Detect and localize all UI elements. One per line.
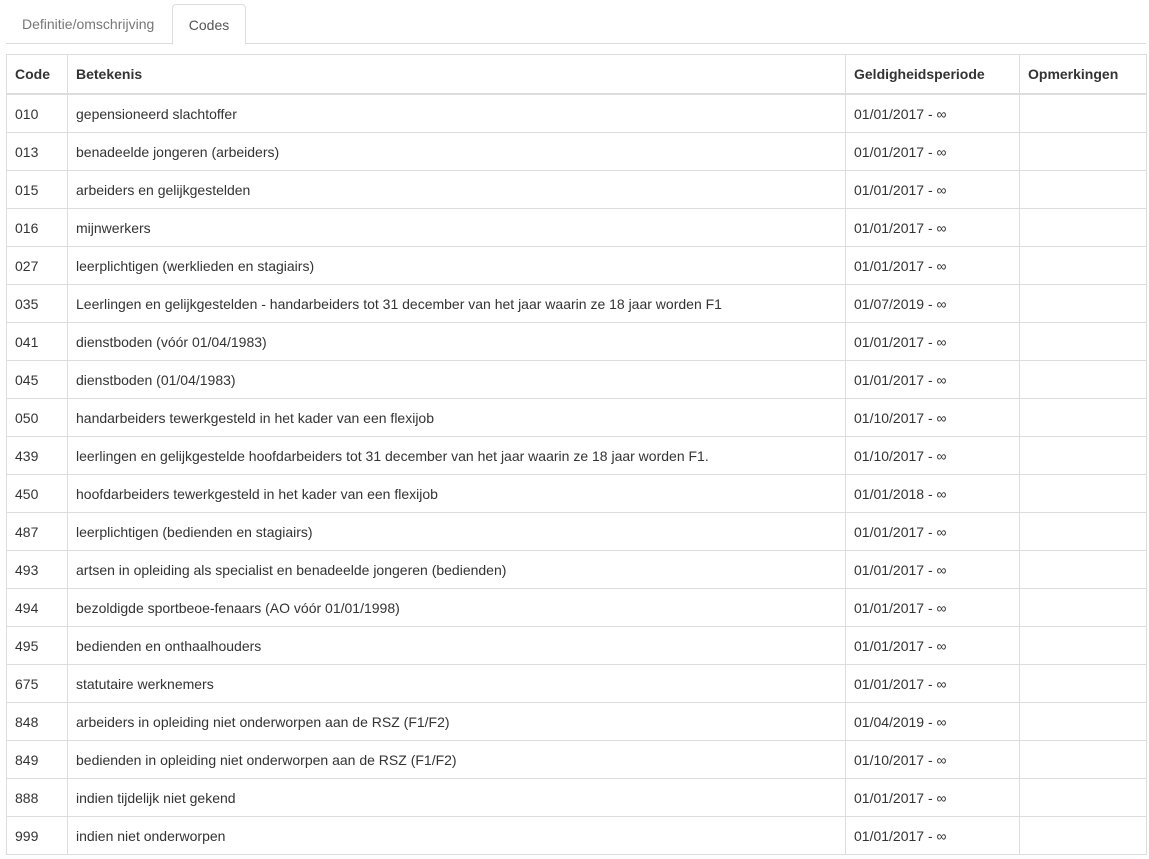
cell-betekenis: dienstboden (01/04/1983): [68, 361, 846, 399]
cell-geldigheidsperiode: 01/01/2017 - ∞: [846, 247, 1020, 285]
cell-opmerkingen: [1020, 171, 1147, 209]
table-row: [7, 247, 1147, 285]
cell-code: 041: [7, 323, 68, 361]
cell-betekenis: indien niet onderworpen: [68, 817, 846, 855]
cell-betekenis: hoofdarbeiders tewerkgesteld in het kader van een flexijob: [68, 475, 846, 513]
cell-geldigheidsperiode: 01/01/2017 - ∞: [846, 513, 1020, 551]
cell-code: 888: [7, 779, 68, 817]
cell-betekenis: bedienden en onthaalhouders: [68, 627, 846, 665]
table-row: [7, 437, 1147, 475]
cell-code: 487: [7, 513, 68, 551]
cell-opmerkingen: [1020, 133, 1147, 171]
header-geldigheidsperiode: Geldigheidsperiode: [846, 55, 1020, 95]
cell-betekenis: gepensioneerd slachtoffer: [68, 94, 846, 133]
cell-geldigheidsperiode: 01/10/2017 - ∞: [846, 741, 1020, 779]
header-opmerkingen: Opmerkingen: [1020, 55, 1147, 95]
table-header-row: [7, 55, 1147, 95]
cell-opmerkingen: [1020, 779, 1147, 817]
cell-code: 010: [7, 94, 68, 133]
cell-geldigheidsperiode: 01/04/2019 - ∞: [846, 703, 1020, 741]
cell-geldigheidsperiode: 01/01/2017 - ∞: [846, 94, 1020, 133]
codes-table: [6, 54, 1147, 855]
cell-geldigheidsperiode: 01/10/2017 - ∞: [846, 437, 1020, 475]
cell-opmerkingen: [1020, 627, 1147, 665]
cell-opmerkingen: [1020, 323, 1147, 361]
cell-geldigheidsperiode: 01/01/2017 - ∞: [846, 323, 1020, 361]
cell-betekenis: arbeiders in opleiding niet onderworpen aan de RSZ (F1/F2): [68, 703, 846, 741]
cell-code: 999: [7, 817, 68, 855]
cell-geldigheidsperiode: 01/10/2017 - ∞: [846, 399, 1020, 437]
cell-betekenis: leerlingen en gelijkgestelde hoofdarbeiders tot 31 december van het jaar waarin ze 18 jaar worden F1.: [68, 437, 846, 475]
table-row: [7, 285, 1147, 323]
cell-code: 027: [7, 247, 68, 285]
tab-bar: [6, 4, 1146, 44]
cell-code: 495: [7, 627, 68, 665]
table-row: [7, 627, 1147, 665]
table-row: [7, 133, 1147, 171]
cell-opmerkingen: [1020, 513, 1147, 551]
cell-opmerkingen: [1020, 475, 1147, 513]
cell-betekenis: dienstboden (vóór 01/04/1983): [68, 323, 846, 361]
cell-betekenis: bedienden in opleiding niet onderworpen aan de RSZ (F1/F2): [68, 741, 846, 779]
table-row: [7, 551, 1147, 589]
cell-betekenis: indien tijdelijk niet gekend: [68, 779, 846, 817]
cell-code: 439: [7, 437, 68, 475]
table-row: [7, 209, 1147, 247]
cell-code: 013: [7, 133, 68, 171]
cell-geldigheidsperiode: 01/01/2018 - ∞: [846, 475, 1020, 513]
table-row: [7, 94, 1147, 133]
cell-betekenis: leerplichtigen (bedienden en stagiairs): [68, 513, 846, 551]
table-row: [7, 399, 1147, 437]
cell-opmerkingen: [1020, 247, 1147, 285]
cell-opmerkingen: [1020, 437, 1147, 475]
table-row: [7, 513, 1147, 551]
cell-geldigheidsperiode: 01/01/2017 - ∞: [846, 665, 1020, 703]
cell-geldigheidsperiode: 01/07/2019 - ∞: [846, 285, 1020, 323]
table-body: [7, 94, 1147, 855]
cell-betekenis: statutaire werknemers: [68, 665, 846, 703]
cell-opmerkingen: [1020, 817, 1147, 855]
table-row: [7, 703, 1147, 741]
cell-opmerkingen: [1020, 399, 1147, 437]
cell-opmerkingen: [1020, 741, 1147, 779]
cell-betekenis: Leerlingen en gelijkgestelden - handarbeiders tot 31 december van het jaar waarin ze 18 jaar worden F1: [68, 285, 846, 323]
cell-geldigheidsperiode: 01/01/2017 - ∞: [846, 589, 1020, 627]
cell-geldigheidsperiode: 01/01/2017 - ∞: [846, 171, 1020, 209]
cell-code: 045: [7, 361, 68, 399]
cell-code: 493: [7, 551, 68, 589]
header-betekenis: Betekenis: [68, 55, 846, 95]
cell-opmerkingen: [1020, 589, 1147, 627]
cell-code: 050: [7, 399, 68, 437]
cell-geldigheidsperiode: 01/01/2017 - ∞: [846, 551, 1020, 589]
cell-code: 494: [7, 589, 68, 627]
cell-betekenis: benadeelde jongeren (arbeiders): [68, 133, 846, 171]
cell-geldigheidsperiode: 01/01/2017 - ∞: [846, 779, 1020, 817]
cell-code: 849: [7, 741, 68, 779]
cell-opmerkingen: [1020, 665, 1147, 703]
cell-opmerkingen: [1020, 285, 1147, 323]
cell-betekenis: leerplichtigen (werklieden en stagiairs): [68, 247, 846, 285]
cell-code: 015: [7, 171, 68, 209]
tab-definitie[interactable]: Definitie/omschrijving: [22, 16, 155, 32]
table-row: [7, 741, 1147, 779]
cell-betekenis: handarbeiders tewerkgesteld in het kader van een flexijob: [68, 399, 846, 437]
table-row: [7, 817, 1147, 855]
cell-opmerkingen: [1020, 361, 1147, 399]
cell-code: 675: [7, 665, 68, 703]
cell-geldigheidsperiode: 01/01/2017 - ∞: [846, 817, 1020, 855]
table-row: [7, 361, 1147, 399]
cell-betekenis: arbeiders en gelijkgestelden: [68, 171, 846, 209]
cell-code: 848: [7, 703, 68, 741]
cell-code: 450: [7, 475, 68, 513]
table-row: [7, 323, 1147, 361]
table-row: [7, 475, 1147, 513]
cell-betekenis: artsen in opleiding als specialist en benadeelde jongeren (bedienden): [68, 551, 846, 589]
table-row: [7, 171, 1147, 209]
table-row: [7, 779, 1147, 817]
cell-geldigheidsperiode: 01/01/2017 - ∞: [846, 133, 1020, 171]
cell-betekenis: bezoldigde sportbeoe-fenaars (AO vóór 01/01/1998): [68, 589, 846, 627]
cell-geldigheidsperiode: 01/01/2017 - ∞: [846, 627, 1020, 665]
cell-betekenis: mijnwerkers: [68, 209, 846, 247]
cell-geldigheidsperiode: 01/01/2017 - ∞: [846, 361, 1020, 399]
cell-opmerkingen: [1020, 551, 1147, 589]
cell-opmerkingen: [1020, 209, 1147, 247]
cell-geldigheidsperiode: 01/01/2017 - ∞: [846, 209, 1020, 247]
cell-code: 016: [7, 209, 68, 247]
table-row: [7, 665, 1147, 703]
tab-codes[interactable]: Codes: [172, 4, 246, 45]
cell-opmerkingen: [1020, 94, 1147, 133]
cell-opmerkingen: [1020, 703, 1147, 741]
table-row: [7, 589, 1147, 627]
header-code: Code: [7, 55, 68, 95]
cell-code: 035: [7, 285, 68, 323]
